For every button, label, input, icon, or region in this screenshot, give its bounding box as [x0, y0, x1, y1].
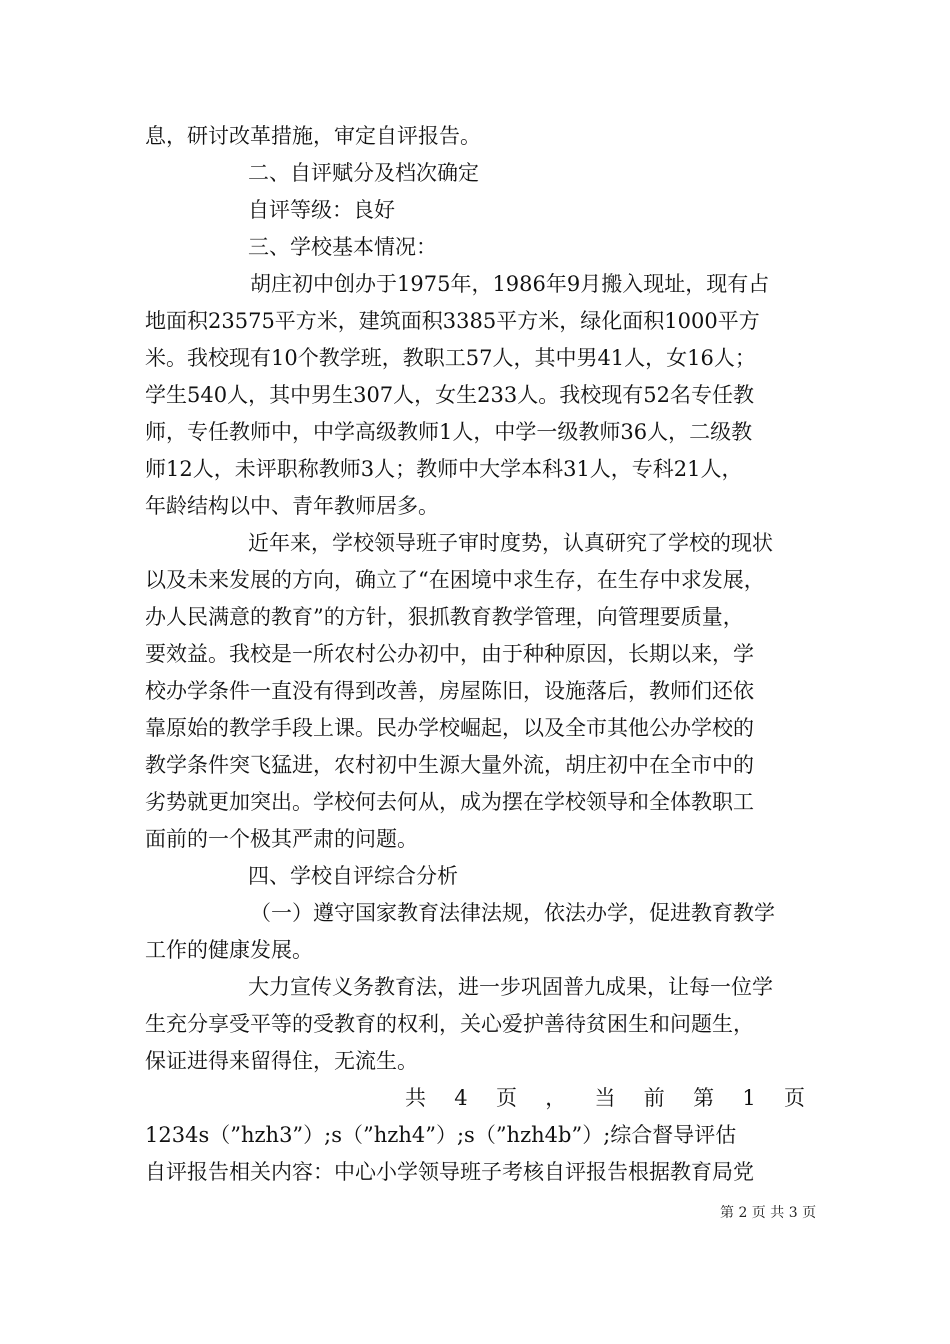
text-line: 以及未来发展的方向，确立了“在困境中求生存，在生存中求发展， [145, 568, 765, 592]
section-heading: 三、学校基本情况： [248, 235, 437, 259]
section-heading: 四、学校自评综合分析 [248, 864, 458, 888]
text-line: 米。我校现有10个教学班，教职工57人，其中男41人，女16人； [145, 346, 756, 370]
text-line: 靠原始的教学手段上课。民办学校崛起，以及全市其他公办学校的 [145, 716, 754, 740]
rating-line: 自评等级：良好 [248, 198, 395, 222]
page-indicator-token: 前 [643, 1086, 665, 1110]
page-indicator-token: 4 [454, 1086, 468, 1110]
section-heading: 二、自评赋分及档次确定 [248, 161, 479, 185]
text-line: 劣势就更加突出。学校何去何从，成为摆在学校领导和全体教职工 [145, 790, 754, 814]
text-line: 要效益。我校是一所农村公办初中，由于种种原因，长期以来，学 [145, 642, 754, 666]
text-line: 生充分享受平等的受教育的权利，关心爱护善待贫困生和问题生， [145, 1012, 754, 1036]
text-line: 胡庄初中创办于1975年，1986年9月搬入现址，现有占 [250, 272, 770, 296]
page-indicator-token: 第 [693, 1086, 715, 1110]
text-line: 近年来，学校领导班子审时度势，认真研究了学校的现状 [248, 531, 773, 555]
text-line: 息，研讨改革措施，审定自评报告。 [145, 124, 481, 148]
page-indicator-line [405, 1082, 805, 1114]
text-line: 教学条件突飞猛进，农村初中生源大量外流，胡庄初中在全市中的 [145, 753, 754, 777]
text-line: 学生540人，其中男生307人，女生233人。我校现有52名专任教 [145, 383, 754, 407]
subsection-heading: （一）遵守国家教育法律法规，依法办学，促进教育教学 [250, 901, 775, 925]
text-line: 办人民满意的教育”的方针，狠抓教育教学管理，向管理要质量， [145, 605, 744, 629]
page-indicator-token: 共 [405, 1086, 426, 1110]
text-line: 师12人，未评职称教师3人；教师中大学本科31人，专科21人， [145, 457, 743, 481]
text-line: 校办学条件一直没有得到改善，房屋陈旧，设施落后，教师们还依 [145, 679, 754, 703]
page-indicator-token: 当 [594, 1086, 616, 1110]
page-indicator-token: 1 [742, 1086, 756, 1110]
text-line: 年龄结构以中、青年教师居多。 [145, 494, 439, 518]
text-line: 大力宣传义务教育法，进一步巩固普九成果，让每一位学 [248, 975, 773, 999]
text-line: 师，专任教师中，中学高级教师1人，中学一级教师36人，二级教 [145, 420, 753, 444]
page-indicator-token: ， [545, 1086, 567, 1110]
text-line: 工作的健康发展。 [145, 938, 313, 962]
text-line: 面前的一个极其严肃的问题。 [145, 827, 418, 851]
text-line: 保证进得来留得住，无流生。 [145, 1049, 418, 1073]
page-indicator-token: 页 [495, 1086, 517, 1110]
text-line: 地面积23575平方米，建筑面积3385平方米，绿化面积1000平方 [145, 309, 760, 333]
page-indicator-token: 页 [784, 1086, 805, 1110]
page-footer: 第 2 页 共 3 页 [720, 1205, 817, 1221]
text-line: 自评报告相关内容：中心小学领导班子考核自评报告根据教育局党 [145, 1160, 754, 1184]
text-line: 1234s（”hzh3”）;s（”hzh4”）;s（”hzh4b”）;综合督导评估 [145, 1123, 737, 1147]
